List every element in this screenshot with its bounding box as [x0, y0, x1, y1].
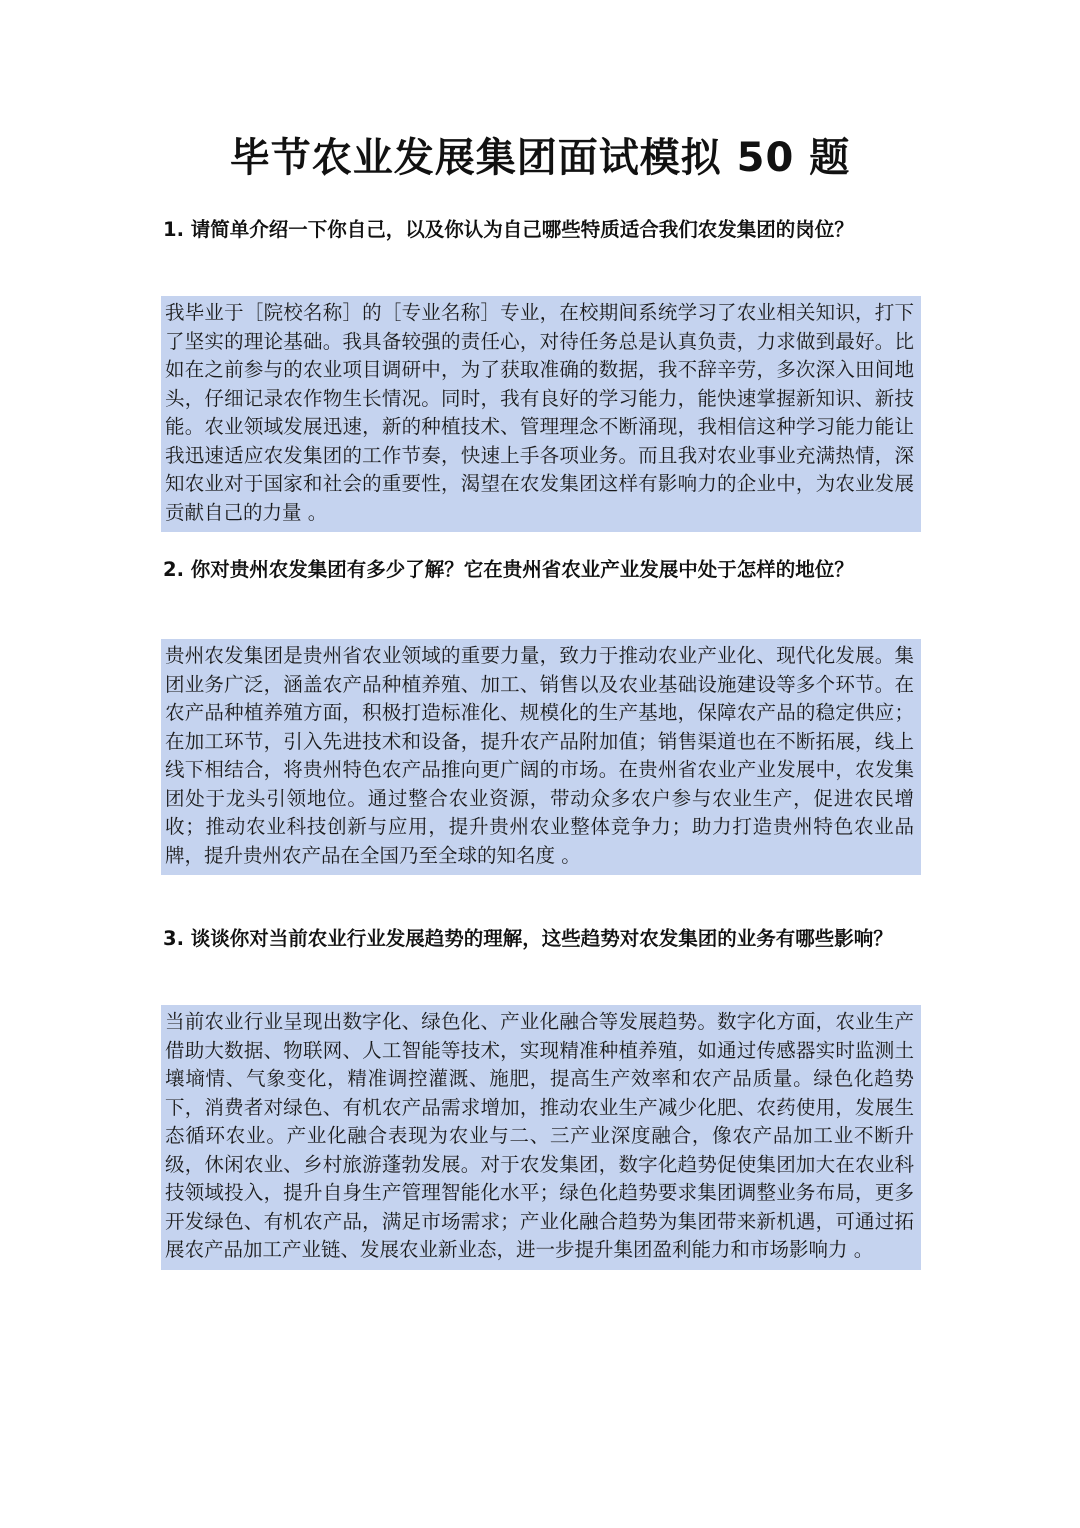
question-2: 2. 你对贵州农发集团有多少了解？它在贵州省农业产业发展中处于怎样的地位？ — [163, 558, 854, 581]
answer-1-highlighted: 我毕业于［院校名称］的［专业名称］专业，在校期间系统学习了农业相关知识，打下了坚实的理论基础。我具备较强的责任心，对待任务总是认真负责，力求做到最好。比如在之前参与的农业项目调研中，为了获取准确的数据，我不辞辛劳，多次深入田间地头，仔细记录农作物生长情况。同时，我有良好的学习能力，能快速掌握新知识、新技能。农业领域发展迅速，新的种植技术、管理理念不断涌现，我相信这种学习能力能让我迅速适应农发集团的工作节奏，快速上手各项业务。而且我对农业事业充满热情，深知农业对于国家和社会的重要性，渴望在农发集团这样有影响力的企业中，为农业发展贡献自己的力量 。 — [161, 296, 921, 532]
question-3: 3. 谈谈你对当前农业行业发展趋势的理解，这些趋势对农发集团的业务有哪些影响？ — [163, 927, 893, 950]
document-title: 毕节农业发展集团面试模拟 50 题 — [229, 135, 851, 181]
answer-2-highlighted: 贵州农发集团是贵州省农业领域的重要力量，致力于推动农业产业化、现代化发展。集团业务广泛，涵盖农产品种植养殖、加工、销售以及农业基础设施建设等多个环节。在农产品种植养殖方面，积极打造标准化、规模化的生产基地，保障农产品的稳定供应；在加工环节，引入先进技术和设备，提升农产品附加值；销售渠道也在不断拓展，线上线下相结合，将贵州特色农产品推向更广阔的市场。在贵州省农业产业发展中，农发集团处于龙头引领地位。通过整合农业资源，带动众多农户参与农业生产，促进农民增收；推动农业科技创新与应用，提升贵州农业整体竞争力；助力打造贵州特色农业品牌，提升贵州农产品在全国乃至全球的知名度 。 — [161, 639, 921, 875]
answer-3-highlighted: 当前农业行业呈现出数字化、绿色化、产业化融合等发展趋势。数字化方面，农业生产借助大数据、物联网、人工智能等技术，实现精准种植养殖，如通过传感器实时监测土壤墒情、气象变化，精准调控灌溉、施肥，提高生产效率和农产品质量。绿色化趋势下，消费者对绿色、有机农产品需求增加，推动农业生产减少化肥、农药使用，发展生态循环农业。产业化融合表现为农业与二、三产业深度融合，像农产品加工业不断升级，休闲农业、乡村旅游蓬勃发展。对于农发集团，数字化趋势促使集团加大在农业科技领域投入，提升自身生产管理智能化水平；绿色化趋势要求集团调整业务布局，更多开发绿色、有机农产品，满足市场需求；产业化融合趋势为集团带来新机遇，可通过拓展农产品加工产业链、发展农业新业态，进一步提升集团盈利能力和市场影响力 。 — [161, 1005, 921, 1270]
question-1: 1. 请简单介绍一下你自己，以及你认为自己哪些特质适合我们农发集团的岗位？ — [163, 218, 854, 241]
